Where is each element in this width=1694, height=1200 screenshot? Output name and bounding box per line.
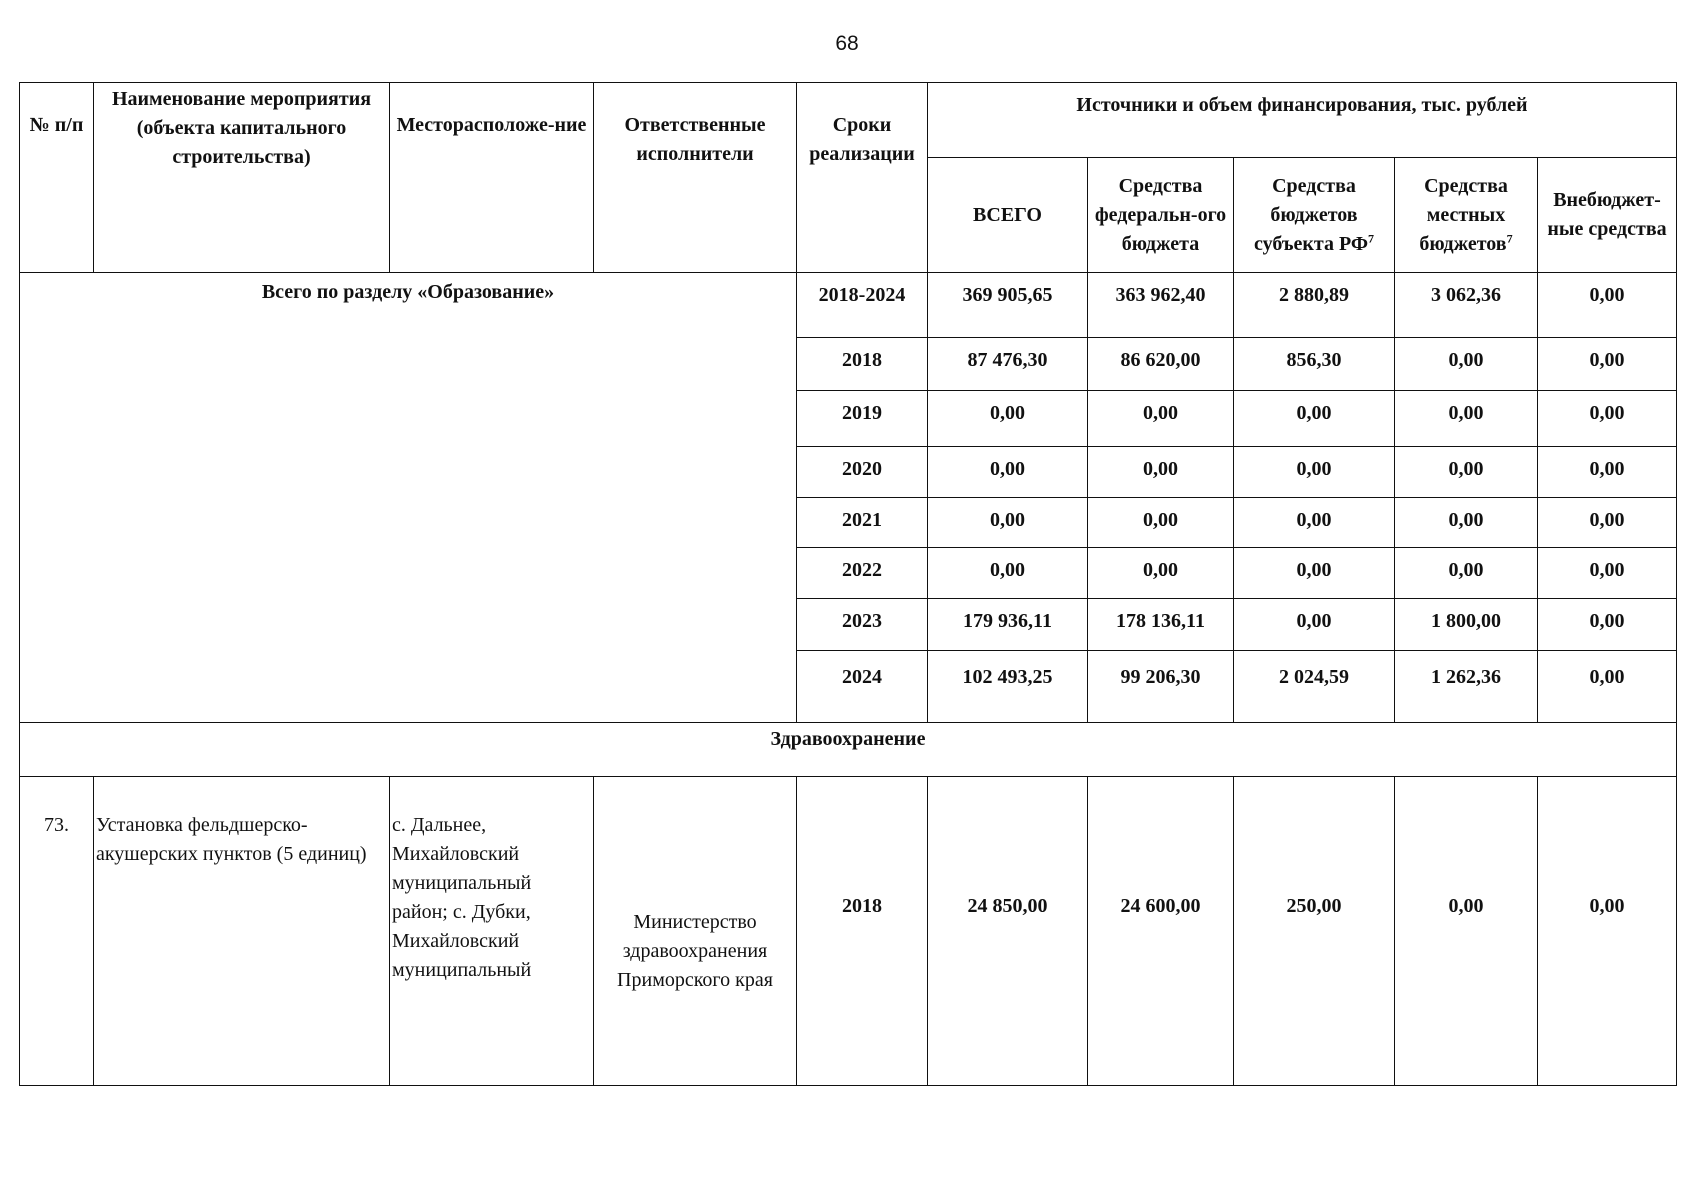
- page-number: 68: [835, 32, 859, 55]
- cell-local: 0,00: [1395, 498, 1538, 548]
- header-regional-text: Средства бюджетов субъекта РФ: [1253, 174, 1369, 255]
- cell-total: 0,00: [928, 498, 1088, 548]
- table-row: [20, 777, 1677, 1086]
- item-num: 73.: [20, 777, 94, 1086]
- cell-local: 0,00: [1395, 338, 1538, 391]
- cell-local: 0,00: [1395, 548, 1538, 599]
- cell-period: 2023: [797, 599, 928, 651]
- cell-federal: 178 136,11: [1088, 599, 1234, 651]
- cell-federal: 86 620,00: [1088, 338, 1234, 391]
- header-regional-footnote: 7: [1368, 230, 1375, 245]
- header-federal: Средства федеральн-ого бюджета: [1088, 158, 1234, 273]
- section-heading-row: [20, 723, 1677, 777]
- header-offbudget: Внебюджет-ные средства: [1538, 158, 1677, 273]
- cell-federal: 0,00: [1088, 391, 1234, 447]
- cell-regional: 0,00: [1234, 548, 1395, 599]
- table-row: [20, 273, 1677, 338]
- item-offbudget: 0,00: [1538, 777, 1677, 1086]
- cell-period: 2021: [797, 498, 928, 548]
- item-executors: Министерство здравоохранения Приморского края: [594, 777, 797, 1086]
- cell-period: 2018-2024: [797, 273, 928, 338]
- cell-regional: 2 024,59: [1234, 651, 1395, 723]
- cell-period: 2019: [797, 391, 928, 447]
- cell-regional: 0,00: [1234, 391, 1395, 447]
- header-local-text: Средства местных бюджетов: [1419, 174, 1508, 255]
- cell-offbudget: 0,00: [1538, 498, 1677, 548]
- cell-local: 1 800,00: [1395, 599, 1538, 651]
- cell-offbudget: 0,00: [1538, 599, 1677, 651]
- header-regional: [1234, 158, 1395, 273]
- cell-offbudget: 0,00: [1538, 548, 1677, 599]
- cell-local: 1 262,36: [1395, 651, 1538, 723]
- header-local: [1395, 158, 1538, 273]
- cell-offbudget: 0,00: [1538, 447, 1677, 498]
- cell-federal: 0,00: [1088, 498, 1234, 548]
- cell-total: 87 476,30: [928, 338, 1088, 391]
- cell-federal: 363 962,40: [1088, 273, 1234, 338]
- cell-total: 102 493,25: [928, 651, 1088, 723]
- cell-offbudget: 0,00: [1538, 651, 1677, 723]
- financing-table: [19, 82, 1677, 1086]
- cell-total: 0,00: [928, 548, 1088, 599]
- cell-total: 0,00: [928, 391, 1088, 447]
- header-num: № п/п: [20, 83, 94, 273]
- cell-period: 2020: [797, 447, 928, 498]
- item-total: 24 850,00: [928, 777, 1088, 1086]
- header-sources: Источники и объем финансирования, тыс. рублей: [928, 83, 1677, 158]
- cell-federal: 0,00: [1088, 447, 1234, 498]
- cell-period: 2024: [797, 651, 928, 723]
- item-location: с. Дальнее, Михайловский муниципальный район; с. Дубки, Михайловский муниципальный: [390, 777, 594, 1086]
- cell-local: 0,00: [1395, 447, 1538, 498]
- item-federal: 24 600,00: [1088, 777, 1234, 1086]
- cell-total: 179 936,11: [928, 599, 1088, 651]
- cell-total: 0,00: [928, 447, 1088, 498]
- item-period: 2018: [797, 777, 928, 1086]
- cell-local: 0,00: [1395, 391, 1538, 447]
- cell-offbudget: 0,00: [1538, 391, 1677, 447]
- item-regional: 250,00: [1234, 777, 1395, 1086]
- header-executors: Ответственные исполнители: [594, 83, 797, 273]
- header-name: Наименование мероприятия (объекта капитального строительства): [94, 83, 390, 273]
- cell-period: 2018: [797, 338, 928, 391]
- header-row-top: [20, 83, 1677, 158]
- cell-total: 369 905,65: [928, 273, 1088, 338]
- item-name: Установка фельдшерско-акушерских пунктов (5 единиц): [94, 777, 390, 1086]
- cell-regional: 0,00: [1234, 498, 1395, 548]
- cell-regional: 856,30: [1234, 338, 1395, 391]
- cell-local: 3 062,36: [1395, 273, 1538, 338]
- header-period: Сроки реализации: [797, 83, 928, 273]
- header-total: ВСЕГО: [928, 158, 1088, 273]
- cell-regional: 0,00: [1234, 599, 1395, 651]
- section-total-label: Всего по разделу «Образование»: [20, 273, 797, 723]
- cell-regional: 2 880,89: [1234, 273, 1395, 338]
- cell-federal: 0,00: [1088, 548, 1234, 599]
- cell-regional: 0,00: [1234, 447, 1395, 498]
- item-local: 0,00: [1395, 777, 1538, 1086]
- section-heading: Здравоохранение: [20, 723, 1677, 777]
- cell-offbudget: 0,00: [1538, 338, 1677, 391]
- header-location: Месторасположе-ние: [390, 83, 594, 273]
- header-local-footnote: 7: [1506, 230, 1513, 245]
- cell-federal: 99 206,30: [1088, 651, 1234, 723]
- cell-offbudget: 0,00: [1538, 273, 1677, 338]
- cell-period: 2022: [797, 548, 928, 599]
